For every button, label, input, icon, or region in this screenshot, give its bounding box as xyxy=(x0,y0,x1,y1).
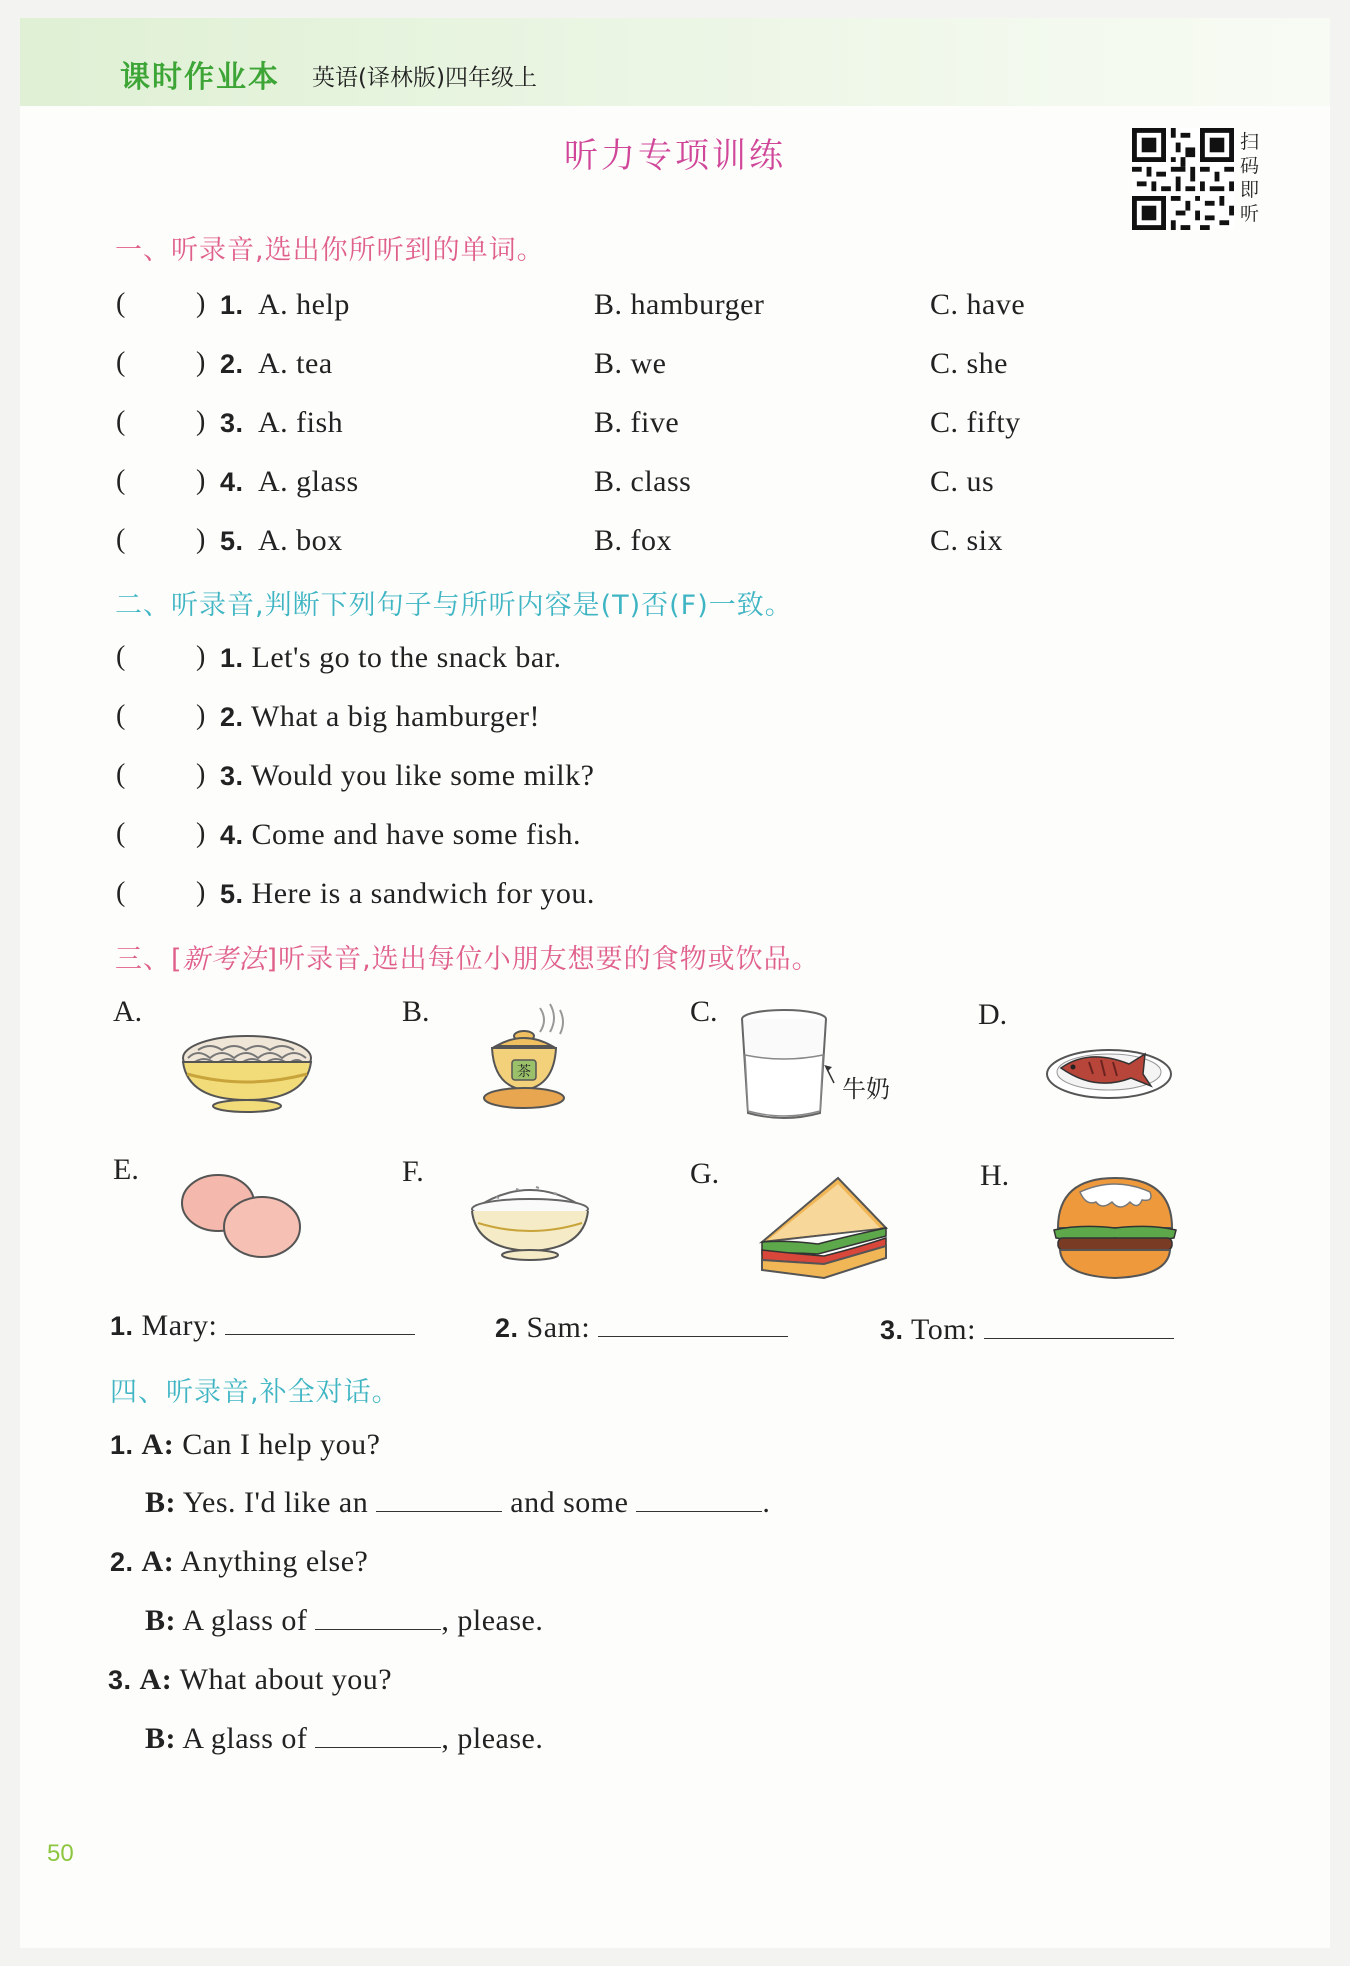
dialogue-3-b: B: A glass of , please. xyxy=(145,1722,544,1755)
option-a[interactable]: A. fish xyxy=(258,406,344,439)
statement-text: Let's go to the snack bar. xyxy=(251,641,562,674)
item-number: 1. xyxy=(220,643,244,673)
item-number: 5. xyxy=(220,526,244,556)
picture-label-f: F. xyxy=(402,1155,424,1188)
milk-label: 牛奶 xyxy=(842,1075,890,1103)
qr-code-icon[interactable] xyxy=(1132,128,1234,230)
rice-bowl-icon xyxy=(466,1175,594,1261)
statement-text: Here is a sandwich for you. xyxy=(251,877,595,910)
option-a[interactable]: A. box xyxy=(258,524,343,557)
item-number: 4. xyxy=(220,820,244,850)
dialogue-2-a: 2. A: Anything else? xyxy=(110,1545,369,1578)
fish-plate-icon xyxy=(1045,1038,1173,1102)
eggs-icon xyxy=(178,1165,308,1265)
section3-heading: 三、[新考法]听录音,选出每位小朋友想要的食物或饮品。 xyxy=(115,944,820,975)
statement-text: Come and have some fish. xyxy=(251,818,581,851)
dialogue-1-blank-2[interactable] xyxy=(636,1511,762,1512)
brand-title: 课时作业本 xyxy=(120,60,280,95)
picture-label-d: D. xyxy=(978,998,1008,1031)
item-number: 3. xyxy=(220,761,244,791)
option-c[interactable]: C. have xyxy=(930,288,1026,321)
answer-blank-mary[interactable] xyxy=(225,1334,415,1335)
item-number: 4. xyxy=(220,467,244,497)
option-b[interactable]: B. we xyxy=(594,347,667,380)
tea-cup-icon xyxy=(478,1000,582,1120)
dialogue-2-blank[interactable] xyxy=(315,1629,441,1630)
dialogue-1-a: 1. A: Can I help you? xyxy=(110,1428,381,1461)
option-a[interactable]: A. tea xyxy=(258,347,333,380)
dialogue-3-blank[interactable] xyxy=(315,1747,441,1748)
item-number: 2. xyxy=(220,349,244,379)
option-c[interactable]: C. fifty xyxy=(930,406,1021,439)
page-title: 听力专项训练 xyxy=(564,136,786,176)
dialogue-3-a: 3. A: What about you? xyxy=(108,1663,393,1696)
option-a[interactable]: A. help xyxy=(258,288,350,321)
option-b[interactable]: B. hamburger xyxy=(594,288,765,321)
option-b[interactable]: B. class xyxy=(594,465,692,498)
section2-heading: 二、听录音,判断下列句子与所听内容是(T)否(F)一致。 xyxy=(115,590,793,621)
dialogue-1-b: B: Yes. I'd like an and some . xyxy=(145,1486,771,1519)
answer-tom: 3. Tom: xyxy=(880,1313,1174,1347)
sandwich-icon xyxy=(758,1170,890,1282)
answer-mary: 1. Mary: xyxy=(110,1309,415,1343)
answer-sam: 2. Sam: xyxy=(495,1311,788,1345)
option-a[interactable]: A. glass xyxy=(258,465,359,498)
scan-to-listen-label: 扫码即听 xyxy=(1240,131,1260,225)
answer-name: Mary: xyxy=(141,1309,218,1342)
page-number: 50 xyxy=(47,1840,74,1867)
picture-label-b: B. xyxy=(402,995,430,1028)
statement-text: What a big hamburger! xyxy=(251,700,541,733)
picture-label-a: A. xyxy=(113,995,143,1028)
dialogue-1-blank-1[interactable] xyxy=(376,1511,502,1512)
picture-label-e: E. xyxy=(113,1153,139,1186)
option-c[interactable]: C. she xyxy=(930,347,1008,380)
hamburger-icon xyxy=(1050,1172,1180,1284)
item-number: 5. xyxy=(220,879,244,909)
option-c[interactable]: C. six xyxy=(930,524,1004,557)
new-method-tag: 新考法 xyxy=(182,944,267,975)
picture-label-h: H. xyxy=(980,1159,1010,1192)
option-b[interactable]: B. fox xyxy=(594,524,672,557)
item-number: 3. xyxy=(220,408,244,438)
answer-name: Sam: xyxy=(526,1311,591,1344)
dialogue-2-b: B: A glass of , please. xyxy=(145,1604,544,1637)
answer-name: Tom: xyxy=(911,1313,976,1346)
item-number: 1. xyxy=(220,290,244,320)
answer-blank-tom[interactable] xyxy=(984,1338,1174,1339)
option-b[interactable]: B. five xyxy=(594,406,680,439)
statement-text: Would you like some milk? xyxy=(251,759,595,792)
item-number: 2. xyxy=(220,702,244,732)
option-c[interactable]: C. us xyxy=(930,465,995,498)
section4-heading: 四、听录音,补全对话。 xyxy=(110,1377,400,1408)
answer-blank-sam[interactable] xyxy=(598,1336,788,1337)
milk-glass-icon xyxy=(738,1005,908,1125)
subject-title: 英语(译林版)四年级上 xyxy=(312,65,537,91)
noodles-icon xyxy=(178,1028,316,1114)
picture-label-g: G. xyxy=(690,1157,720,1190)
picture-label-c: C. xyxy=(690,995,718,1028)
section1-heading: 一、听录音,选出你所听到的单词。 xyxy=(115,235,545,266)
tea-label: 茶 xyxy=(517,1064,531,1080)
